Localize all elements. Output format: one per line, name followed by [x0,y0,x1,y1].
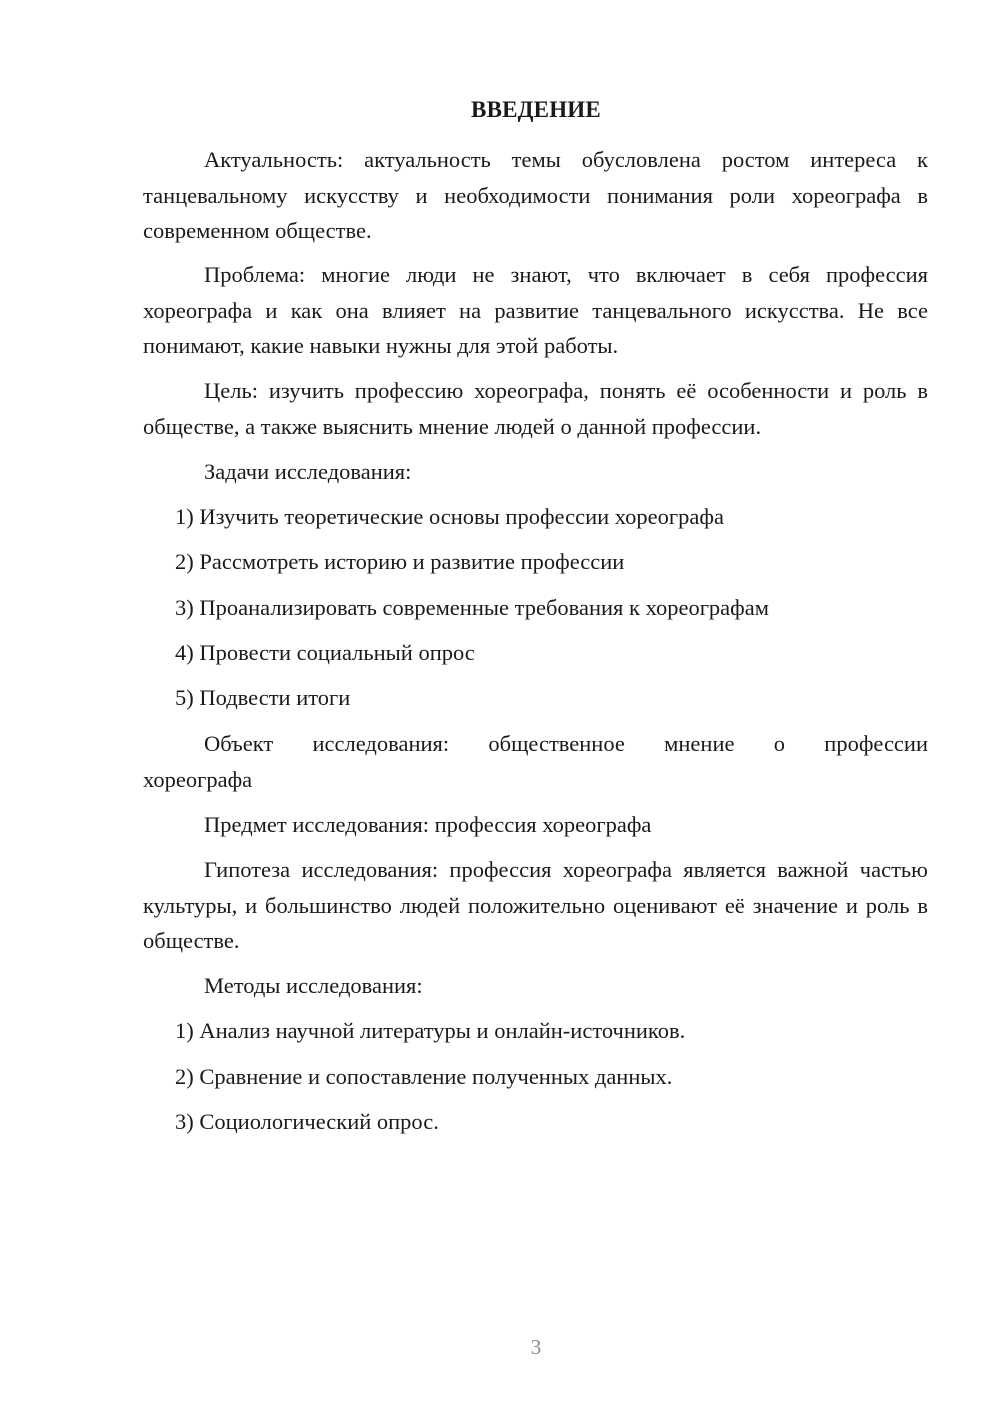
page-number: 3 [530,1335,542,1359]
task-item: 1) Изучить теоретические основы профессии хореографа [175,504,724,529]
method-item: 2) Сравнение и сопоставление полученных данных. [175,1064,673,1089]
goal-paragraph: Цель: изучить профессию хореографа, понять её особенности и роль в обществе, а также выяснить мнение людей о данной профессии. [143,378,928,439]
task-item: 2) Рассмотреть историю и развитие профессии [175,549,625,574]
problem-paragraph: Проблема: многие люди не знают, что включает в себя профессия хореографа и как она влияет на развитие танцевального искусства. Не все понимают, какие навыки нужны для этой работы. [143,262,928,358]
relevance-paragraph: Актуальность: актуальность темы обусловлена ростом интереса к танцевальному искусству и необходимости понимания роли хореографа в современном обществе. [143,147,928,243]
task-item: 3) Проанализировать современные требования к хореографам [175,595,769,620]
method-item: 1) Анализ научной литературы и онлайн-источников. [175,1018,686,1043]
task-item: 4) Провести социальный опрос [175,640,475,665]
hypothesis-paragraph: Гипотеза исследования: профессия хореографа является важной частью культуры, и большинство людей положительно оценивают её значение и роль в обществе. [143,857,928,953]
section-title: ВВЕДЕНИЕ [471,97,601,122]
methods-heading: Методы исследования: [204,973,423,998]
subject-line: Предмет исследования: профессия хореографа [204,812,652,837]
task-item: 5) Подвести итоги [175,685,351,710]
object-paragraph: Объект исследования: общественное мнение о профессии хореографа [143,731,928,792]
method-item: 3) Социологический опрос. [175,1109,439,1134]
tasks-heading: Задачи исследования: [204,459,412,484]
